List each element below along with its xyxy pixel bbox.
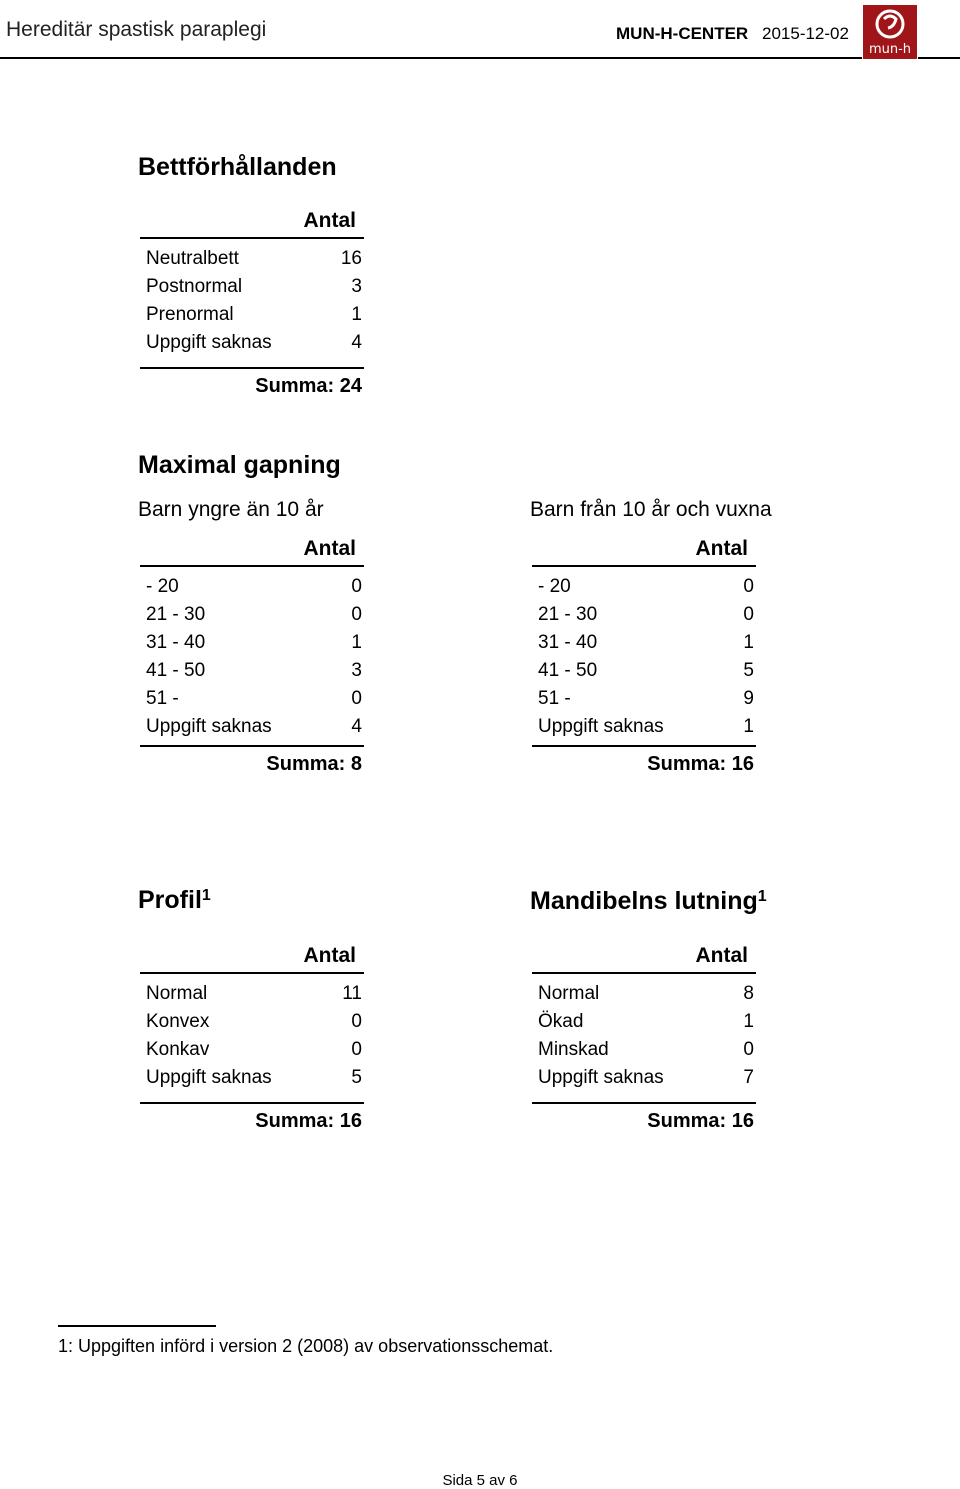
row-label: 21 - 30 — [538, 604, 598, 625]
row-value: 0 — [351, 1011, 362, 1032]
row-value: 0 — [743, 1039, 754, 1060]
row-value: 1 — [351, 304, 362, 325]
table-sum: Summa: 24 — [255, 375, 362, 397]
logo-mark-icon — [863, 5, 917, 43]
row-label: - 20 — [538, 576, 571, 597]
table-row — [532, 713, 756, 741]
row-label: Uppgift saknas — [146, 332, 272, 353]
table-gapning-adult — [532, 533, 756, 781]
row-value: 11 — [342, 983, 362, 1004]
column-header: Antal — [303, 537, 356, 560]
row-label: Uppgift saknas — [538, 716, 664, 737]
table-gapning-young — [140, 533, 364, 781]
row-value: 9 — [743, 688, 754, 709]
row-label: Neutralbett — [146, 248, 239, 269]
row-value: 7 — [743, 1067, 754, 1088]
table-row — [532, 1036, 756, 1064]
header-rule-right — [918, 57, 960, 59]
table-row — [140, 273, 364, 301]
row-label: Uppgift saknas — [146, 1067, 272, 1088]
subtitle-adult: Barn från 10 år och vuxna — [530, 498, 772, 521]
row-label: 41 - 50 — [538, 660, 598, 681]
table-sum: Summa: 8 — [266, 753, 362, 775]
section-title-gapning: Maximal gapning — [138, 451, 341, 479]
table-sum: Summa: 16 — [647, 1110, 754, 1132]
row-label: Postnormal — [146, 276, 243, 297]
subtitle-young: Barn yngre än 10 år — [138, 498, 324, 521]
table-row — [140, 573, 364, 601]
row-value: 5 — [351, 1067, 362, 1088]
table-bett — [140, 205, 364, 403]
table-row — [532, 980, 756, 1008]
column-header: Antal — [303, 944, 356, 967]
row-label: Normal — [146, 983, 208, 1004]
row-value: 0 — [743, 604, 754, 625]
table-row — [140, 245, 364, 273]
table-sum: Summa: 16 — [647, 753, 754, 775]
mun-h-logo — [863, 5, 917, 59]
column-header: Antal — [695, 944, 748, 967]
table-row — [140, 657, 364, 685]
row-value: 16 — [340, 248, 362, 269]
table-row — [140, 1036, 364, 1064]
table-row — [532, 657, 756, 685]
section-title-profil — [138, 886, 211, 915]
row-value: 0 — [351, 604, 362, 625]
row-label: - 20 — [146, 576, 179, 597]
row-label: Ökad — [538, 1011, 584, 1032]
page-number: Sida 5 av 6 — [442, 1472, 518, 1489]
row-value: 5 — [743, 660, 754, 681]
row-label: Konkav — [146, 1039, 210, 1060]
row-label: Uppgift saknas — [146, 716, 272, 737]
row-label: 31 - 40 — [146, 632, 206, 653]
header-rule — [0, 57, 862, 59]
table-mandibel — [532, 940, 756, 1138]
table-row — [140, 601, 364, 629]
row-label: 21 - 30 — [146, 604, 206, 625]
table-row — [140, 980, 364, 1008]
row-value: 4 — [351, 332, 362, 353]
row-label: Normal — [538, 983, 600, 1004]
table-row — [532, 1008, 756, 1036]
table-row — [140, 301, 364, 329]
row-label: 51 - — [538, 688, 571, 709]
row-value: 1 — [743, 716, 754, 737]
table-row — [140, 329, 364, 357]
row-value: 3 — [351, 660, 362, 681]
table-row — [140, 1008, 364, 1036]
row-value: 0 — [743, 576, 754, 597]
table-row — [532, 601, 756, 629]
table-profil — [140, 940, 364, 1138]
row-value: 0 — [351, 1039, 362, 1060]
row-value: 8 — [743, 983, 754, 1004]
page-header — [0, 0, 960, 60]
row-value: 0 — [351, 576, 362, 597]
section-title-text: Profil — [138, 886, 202, 914]
row-value: 1 — [743, 632, 754, 653]
footnote-marker: 1 — [201, 887, 211, 904]
column-header: Antal — [695, 537, 748, 560]
table-row — [532, 573, 756, 601]
row-value: 1 — [351, 632, 362, 653]
table-row — [532, 685, 756, 713]
table-row — [532, 629, 756, 657]
table-row — [140, 629, 364, 657]
document-title: Hereditär spastisk paraplegi — [6, 18, 267, 41]
row-value: 4 — [351, 716, 362, 737]
footnote-rule — [58, 1325, 216, 1327]
row-value: 1 — [743, 1011, 754, 1032]
section-title-mandibel — [530, 887, 767, 916]
table-row — [140, 685, 364, 713]
footnote: 1: Uppgiften införd i version 2 (2008) av observationsschemat. — [58, 1336, 554, 1356]
row-label: Minskad — [538, 1039, 609, 1060]
column-header: Antal — [303, 209, 356, 232]
organization-name: MUN-H-CENTER — [616, 24, 749, 43]
footnote-marker: 1 — [757, 888, 767, 905]
row-label: Uppgift saknas — [538, 1067, 664, 1088]
table-row — [140, 713, 364, 741]
row-label: 31 - 40 — [538, 632, 598, 653]
table-sum: Summa: 16 — [255, 1110, 362, 1132]
row-value: 0 — [351, 688, 362, 709]
row-label: Prenormal — [146, 304, 234, 325]
row-label: 41 - 50 — [146, 660, 206, 681]
section-title-text: Mandibelns lutning — [530, 887, 758, 915]
logo-text: mun-h — [868, 42, 912, 57]
document-date: 2015-12-02 — [762, 24, 849, 43]
section-title-bett: Bettförhållanden — [138, 153, 337, 181]
table-row — [532, 1064, 756, 1092]
row-label: Konvex — [146, 1011, 210, 1032]
row-value: 3 — [351, 276, 362, 297]
table-row — [140, 1064, 364, 1092]
row-label: 51 - — [146, 688, 179, 709]
